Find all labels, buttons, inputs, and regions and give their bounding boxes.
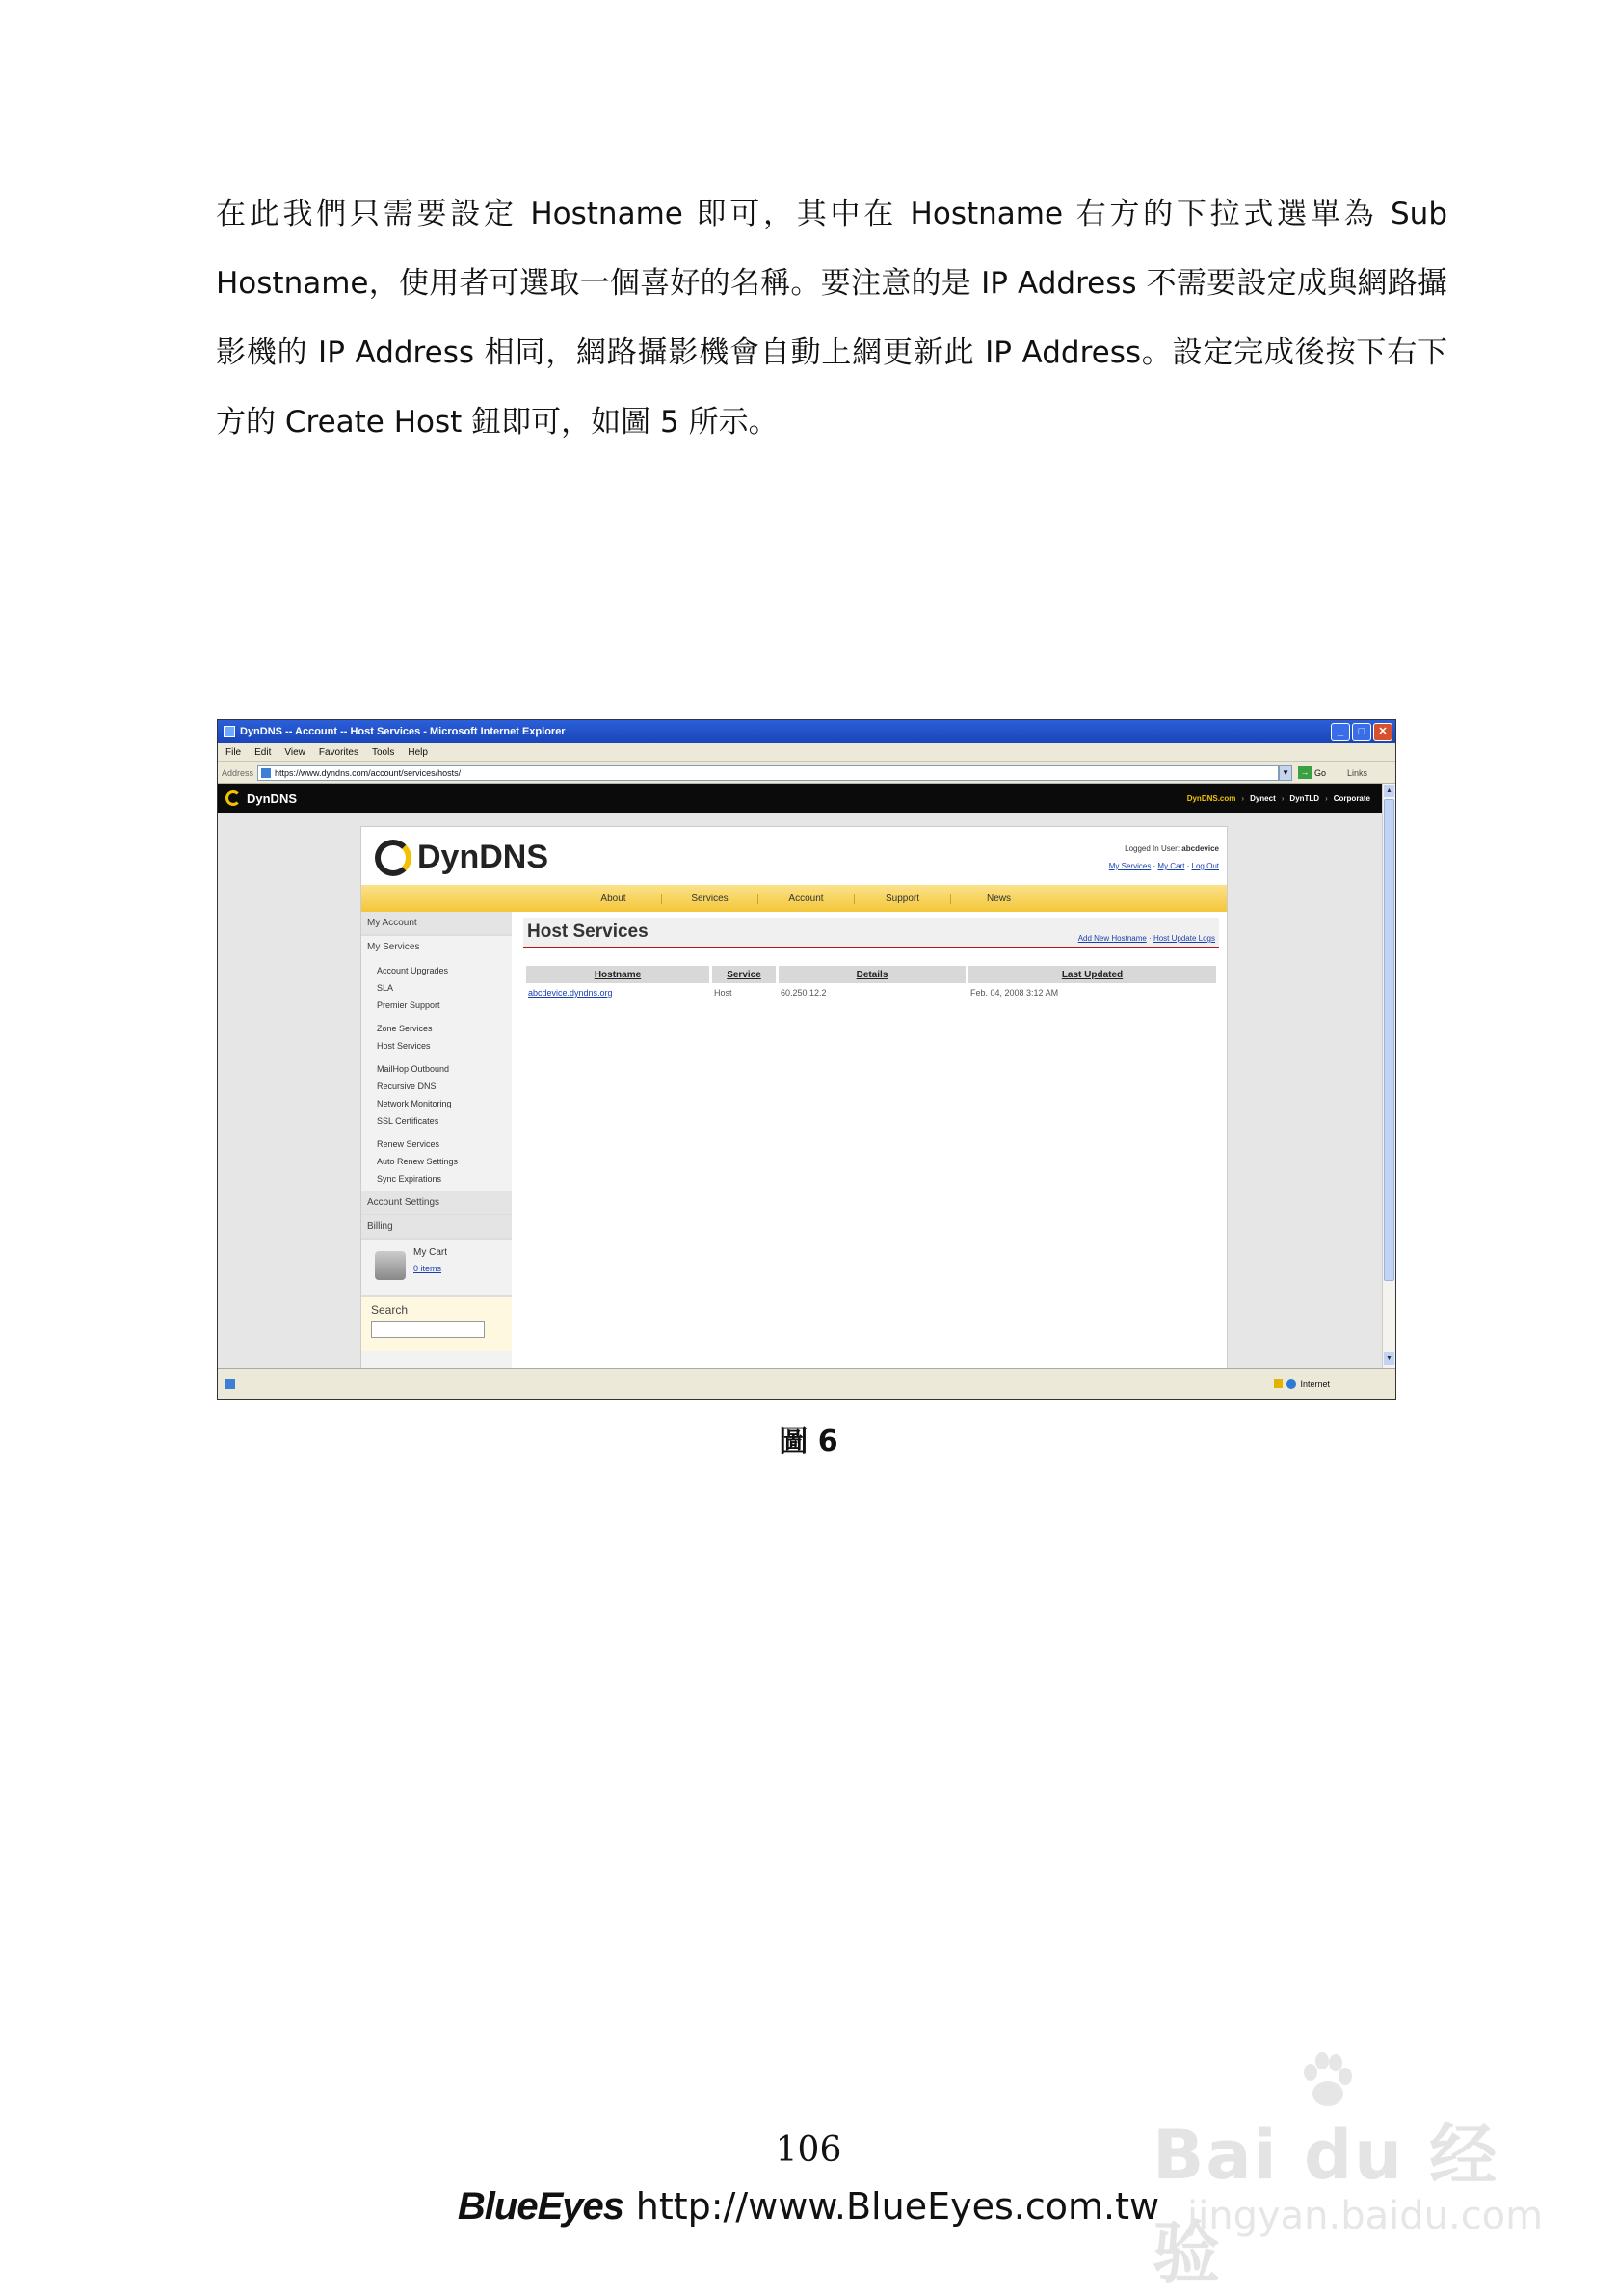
table-row — [526, 983, 1216, 1002]
links-button[interactable]: Links — [1347, 767, 1368, 778]
status-bar — [218, 1368, 1395, 1399]
lock-icon — [1274, 1379, 1283, 1388]
close-icon[interactable]: ✕ — [1373, 723, 1392, 741]
sidebar-item[interactable]: SSL Certificates — [377, 1116, 439, 1126]
sidebar-item[interactable]: MailHop Outbound — [377, 1064, 450, 1074]
login-info: Logged In User: abcdevice My Services · My Cart · Log Out — [1108, 844, 1219, 870]
go-label: Go — [1314, 767, 1327, 778]
go-arrow-icon: → — [1298, 766, 1312, 779]
cart-items-link[interactable]: 0 items — [413, 1264, 442, 1273]
nav-account[interactable]: Account — [758, 894, 855, 904]
site-header — [361, 827, 1227, 885]
status-zone: Internet — [1300, 1378, 1330, 1389]
window-titlebar — [218, 720, 1395, 743]
watermark-sub: jingyan.baidu.com — [1187, 2194, 1544, 2238]
address-bar — [218, 762, 1395, 784]
minimize-icon[interactable]: _ — [1331, 723, 1350, 741]
sidebar-item[interactable]: Account Upgrades — [377, 966, 449, 975]
page-icon — [261, 768, 271, 778]
scroll-up-icon[interactable]: ▲ — [1384, 785, 1394, 797]
browser-screenshot — [217, 719, 1396, 1400]
last-updated-cell: Feb. 04, 2008 3:12 AM — [970, 988, 1059, 998]
col-service[interactable]: Service — [712, 966, 776, 983]
logged-in-label: Logged In User: — [1125, 844, 1180, 853]
sidebar-item[interactable]: Renew Services — [377, 1139, 440, 1149]
menu-edit[interactable]: Edit — [254, 747, 272, 758]
topbar-link-corporate[interactable]: Corporate — [1333, 793, 1370, 803]
maximize-icon[interactable]: □ — [1352, 723, 1371, 741]
cart-icon — [375, 1251, 406, 1280]
col-last-updated[interactable]: Last Updated — [968, 966, 1216, 983]
body-paragraph — [216, 179, 1447, 457]
scroll-down-icon[interactable]: ▼ — [1384, 1352, 1394, 1365]
main-nav — [361, 885, 1227, 912]
go-button[interactable] — [1298, 766, 1326, 779]
sidebar-item[interactable]: Auto Renew Settings — [377, 1157, 459, 1166]
paragraph-line: 影機的 IP Address 相同，網路攝影機會自動上網更新此 IP Address。設定完成後按下右下 — [216, 335, 1447, 370]
details-cell: 60.250.12.2 — [781, 988, 827, 998]
site-container — [360, 826, 1228, 1368]
sidebar-item[interactable]: Zone Services — [377, 1024, 433, 1033]
paragraph-line: Hostname，使用者可選取一個喜好的名稱。要注意的是 IP Address 不需要設定成與網路攝 — [216, 266, 1447, 301]
menu-view[interactable]: View — [284, 747, 305, 758]
sidebar-cart — [361, 1240, 512, 1297]
address-label: Address — [222, 767, 254, 778]
ie-page-icon — [224, 726, 235, 737]
dyndns-logo[interactable] — [375, 839, 548, 876]
col-hostname[interactable]: Hostname — [526, 966, 709, 983]
paragraph-line: 方的 Create Host 鈕即可，如圖 5 所示。 — [216, 405, 779, 440]
scroll-thumb[interactable] — [1384, 799, 1394, 1281]
nav-support[interactable]: Support — [855, 894, 951, 904]
search-input[interactable] — [371, 1321, 485, 1338]
dyndns-topbar: DynDNS DynDNS.com › Dynect › DynTLD › Corporate — [218, 784, 1382, 813]
page-status-icon — [225, 1379, 235, 1389]
sidebar-item[interactable]: Premier Support — [377, 1001, 440, 1010]
page-viewport — [218, 784, 1382, 1368]
footer — [0, 2184, 1617, 2229]
sidebar-my-account[interactable]: My Account — [361, 912, 512, 936]
logo-ring-icon — [375, 840, 411, 876]
menu-help[interactable]: Help — [408, 747, 428, 758]
sidebar-item[interactable]: Network Monitoring — [377, 1099, 452, 1108]
hosts-table — [523, 966, 1219, 1002]
host-update-logs-link[interactable]: Host Update Logs — [1153, 934, 1215, 943]
sidebar-item[interactable]: SLA — [377, 983, 394, 993]
add-new-hostname-link[interactable]: Add New Hostname — [1077, 934, 1147, 943]
figure-caption: 圖 6 — [779, 1425, 838, 1458]
logged-in-user: abcdevice — [1181, 844, 1219, 853]
link-my-services[interactable]: My Services — [1108, 862, 1152, 870]
col-details[interactable]: Details — [779, 966, 966, 983]
hostname-link[interactable]: abcdevice.dyndns.org — [528, 988, 613, 998]
menu-tools[interactable]: Tools — [371, 747, 395, 758]
service-cell: Host — [714, 988, 732, 998]
topbar-link-dyntld[interactable]: DynTLD — [1289, 793, 1320, 803]
paragraph-line: 在此我們只需要設定 Hostname 即可，其中在 Hostname 右方的下拉式選單為 Sub — [216, 197, 1447, 231]
nav-services[interactable]: Services — [662, 894, 758, 904]
address-url: https://www.dyndns.com/account/services/hosts/ — [275, 767, 462, 778]
nav-about[interactable]: About — [566, 894, 662, 904]
globe-icon — [1286, 1379, 1296, 1389]
sidebar-billing[interactable]: Billing — [361, 1215, 512, 1240]
link-log-out[interactable]: Log Out — [1191, 862, 1219, 870]
window-title: DynDNS -- Account -- Host Services - Microsoft Internet Explorer — [240, 726, 566, 737]
search-label: Search — [371, 1303, 409, 1317]
watermark-main: Bai du 经验 — [1153, 2116, 1499, 2292]
paw-icon — [1297, 2051, 1355, 2109]
sidebar-account-settings[interactable]: Account Settings — [361, 1191, 512, 1215]
nav-news[interactable]: News — [951, 894, 1047, 904]
cart-label: My Cart — [413, 1247, 447, 1258]
menu-file[interactable]: File — [225, 747, 242, 758]
topbar-link-dyndns[interactable]: DynDNS.com — [1186, 793, 1236, 803]
host-services-panel — [523, 918, 1219, 1002]
sidebar-item[interactable]: Sync Expirations — [377, 1174, 442, 1184]
footer-brand: BlueEyes — [457, 2185, 624, 2228]
chevron-down-icon[interactable]: ▼ — [1279, 765, 1292, 781]
host-services-header: Host Services Add New Hostname · Host Update Logs — [523, 918, 1219, 948]
sidebar-service-links — [361, 958, 512, 1191]
logo-text: DynDNS — [417, 839, 549, 875]
link-my-cart[interactable]: My Cart — [1157, 862, 1185, 870]
sidebar-item[interactable]: Host Services — [377, 1041, 431, 1051]
sidebar-item[interactable]: Recursive DNS — [377, 1081, 437, 1091]
footer-url[interactable]: http://www.BlueEyes.com.tw — [635, 2185, 1160, 2228]
page-title: Host Services — [527, 921, 649, 942]
address-input[interactable] — [257, 765, 1279, 781]
topbar-link-dynect[interactable]: Dynect — [1250, 793, 1276, 803]
sidebar-search — [361, 1297, 512, 1351]
dyndns-moon-icon — [225, 790, 241, 806]
menu-bar — [218, 743, 1395, 762]
sidebar-my-services[interactable]: My Services — [361, 936, 512, 958]
vertical-scrollbar[interactable] — [1382, 784, 1395, 1368]
topbar-brand: DynDNS — [247, 790, 298, 806]
account-sidebar — [361, 912, 512, 1368]
page-number: 106 — [775, 2130, 842, 2170]
menu-favorites[interactable]: Favorites — [318, 747, 358, 758]
